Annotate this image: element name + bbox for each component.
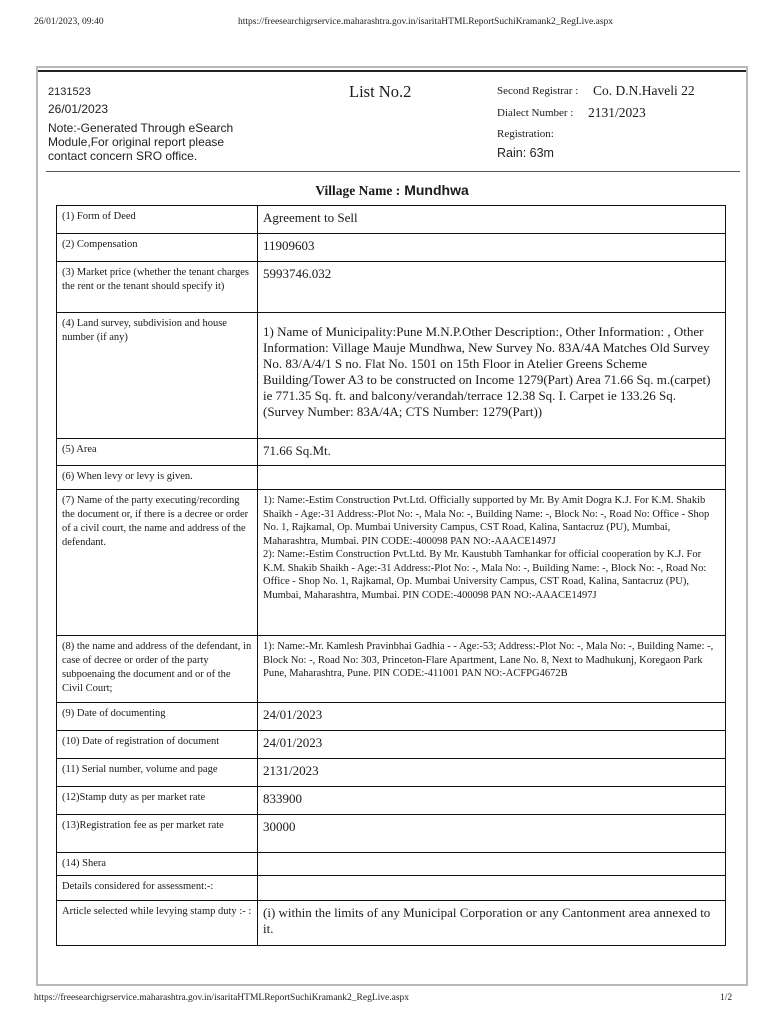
row-label: Details considered for assessment:-: <box>57 876 258 901</box>
row-label: (2) Compensation <box>57 234 258 262</box>
row-label: (10) Date of registration of document <box>57 731 258 759</box>
table-row <box>57 439 726 466</box>
table-row <box>57 262 726 313</box>
row-label: (5) Area <box>57 439 258 466</box>
row-label: (6) When levy or levy is given. <box>57 466 258 490</box>
row-value: 71.66 Sq.Mt. <box>258 439 726 466</box>
table-row <box>57 901 726 946</box>
table-row <box>57 206 726 234</box>
print-datetime: 26/01/2023, 09:40 <box>34 17 104 27</box>
row-label: Article selected while levying stamp duty :- : <box>57 901 258 946</box>
table-row <box>57 466 726 490</box>
print-url: https://freesearchigrservice.maharashtra.gov.in/isaritaHTMLReportSuchiKramank2_RegLive.aspx <box>238 17 614 27</box>
table-row <box>57 703 726 731</box>
row-value: 24/01/2023 <box>258 731 726 759</box>
row-value: 11909603 <box>258 234 726 262</box>
row-label: (8) the name and address of the defendant, in case of decree or order of the party subpoenaing the document and or of the Civil Court; <box>57 636 258 703</box>
row-label: (1) Form of Deed <box>57 206 258 234</box>
row-value: 1) Name of Municipality:Pune M.N.P.Other Description:, Other Information: , Other Information: Village Mauje Mundhwa, New Survey No. 83A/4A Matches Old Survey No. 83/A/4/1 S no. Flat No. 1501 on 15th Floor in Atelier Greens Scheme Building/Tower A3 to be constructed on Income 1279(Part) Area 71.66 Sq. m.(carpet) ie 771.35 Sq. ft. and balcony/verandah/terrace 12.38 Sq. I. Carpet ie 133.26 Sq. (Survey Number: 83A/4A; CTS Number: 1279(Part)) <box>258 313 726 439</box>
rain-value: Rain: 63m <box>497 146 554 160</box>
table-row <box>57 787 726 815</box>
print-page-number: 1/2 <box>720 993 733 1003</box>
row-value: 1): Name:-Mr. Kamlesh Pravinbhai Gadhia - - Age:-53; Address:-Plot No: -, Mala No: -, Building Name: -, Block No: -, Road No: 303, Princeton-Flare Apartment, Lane No. 8, Next to Madhukunj, Koregaon Park Pune, Maharashtra, Pune. PIN CODE:-411001 PAN NO:-ACFPG4672B <box>258 636 726 703</box>
row-value: Agreement to Sell <box>258 206 726 234</box>
village-label: Village Name : <box>315 183 401 198</box>
table-row <box>57 731 726 759</box>
document-id: 2131523 <box>48 86 91 98</box>
row-value: (i) within the limits of any Municipal Corporation or any Cantonment area annexed to it. <box>258 901 726 946</box>
table-row <box>57 759 726 787</box>
table-row <box>57 313 726 439</box>
row-value: 30000 <box>258 815 726 853</box>
village-name <box>38 182 746 199</box>
document-top-rule <box>38 70 746 72</box>
row-value: 24/01/2023 <box>258 703 726 731</box>
report-header <box>38 68 746 172</box>
table-row <box>57 234 726 262</box>
row-label: (3) Market price (whether the tenant charges the rent or the tenant should specify it) <box>57 262 258 313</box>
row-value <box>258 466 726 490</box>
details-table <box>56 205 726 946</box>
row-label: (7) Name of the party executing/recording the document or, if there is a decree or order of a civil court, the name and address of the defendant. <box>57 490 258 636</box>
report-document <box>36 66 748 986</box>
village-value: Mundhwa <box>404 182 469 198</box>
row-value: 2131/2023 <box>258 759 726 787</box>
table-row <box>57 815 726 853</box>
second-registrar-value: Co. D.N.Haveli 22 <box>593 83 695 98</box>
dialect-number-value: 2131/2023 <box>588 105 646 120</box>
second-registrar-label: Second Registrar : <box>497 85 579 97</box>
table-row <box>57 636 726 703</box>
registration-label: Registration: <box>497 128 554 140</box>
row-label: (4) Land survey, subdivision and house number (if any) <box>57 313 258 439</box>
row-label: (9) Date of documenting <box>57 703 258 731</box>
row-value <box>258 876 726 901</box>
row-value: 833900 <box>258 787 726 815</box>
row-value <box>258 853 726 876</box>
row-label: (14) Shera <box>57 853 258 876</box>
row-label: (12)Stamp duty as per market rate <box>57 787 258 815</box>
row-label: (11) Serial number, volume and page <box>57 759 258 787</box>
row-label: (13)Registration fee as per market rate <box>57 815 258 853</box>
document-date: 26/01/2023 <box>48 102 109 116</box>
generated-note: Note:-Generated Through eSearch Module,For original report please contact concern SRO office. <box>48 121 234 163</box>
table-row <box>57 853 726 876</box>
list-title: List No.2 <box>349 82 412 101</box>
print-footer-url: https://freesearchigrservice.maharashtra.gov.in/isaritaHTMLReportSuchiKramank2_RegLive.aspx <box>34 993 410 1003</box>
table-row <box>57 876 726 901</box>
row-value: 5993746.032 <box>258 262 726 313</box>
table-row <box>57 490 726 636</box>
dialect-number-label: Dialect Number : <box>497 107 574 119</box>
header-separator <box>46 171 740 172</box>
row-value: 1): Name:-Estim Construction Pvt.Ltd. Officially supported by Mr. By Amit Dogra K.J. For K.M. Shakib Shaikh - Age:-31 Address:-Plot No: -, Mala No: -, Building Name: -, Block No: -, Road No: Office - Shop No. 1, Rajkamal, Op. Mumbai University Campus, CST Road, Kalina, Santacruz (PU), Mumbai, Maharashtra, Mumbai. PIN CODE:-400098 PAN NO:-AAACE1497J 2): Name:-Estim Construction Pvt.Ltd. By Mr. Kaustubh Tamhankar for official cooperation by K.J. For K.M. Shakib Shaikh - Age:-31 Address:-Plot No: -, Mala No: -, Building Name: -, Block No: -, Road No: Office - Shop No. 1, Rajkamal, Op. Mumbai University Campus, CST Road, Kalina, Santacruz (PU), Mumbai, Maharashtra, Mumbai. PIN CODE:-400098 PAN NO:-AAACE1497J <box>258 490 726 636</box>
